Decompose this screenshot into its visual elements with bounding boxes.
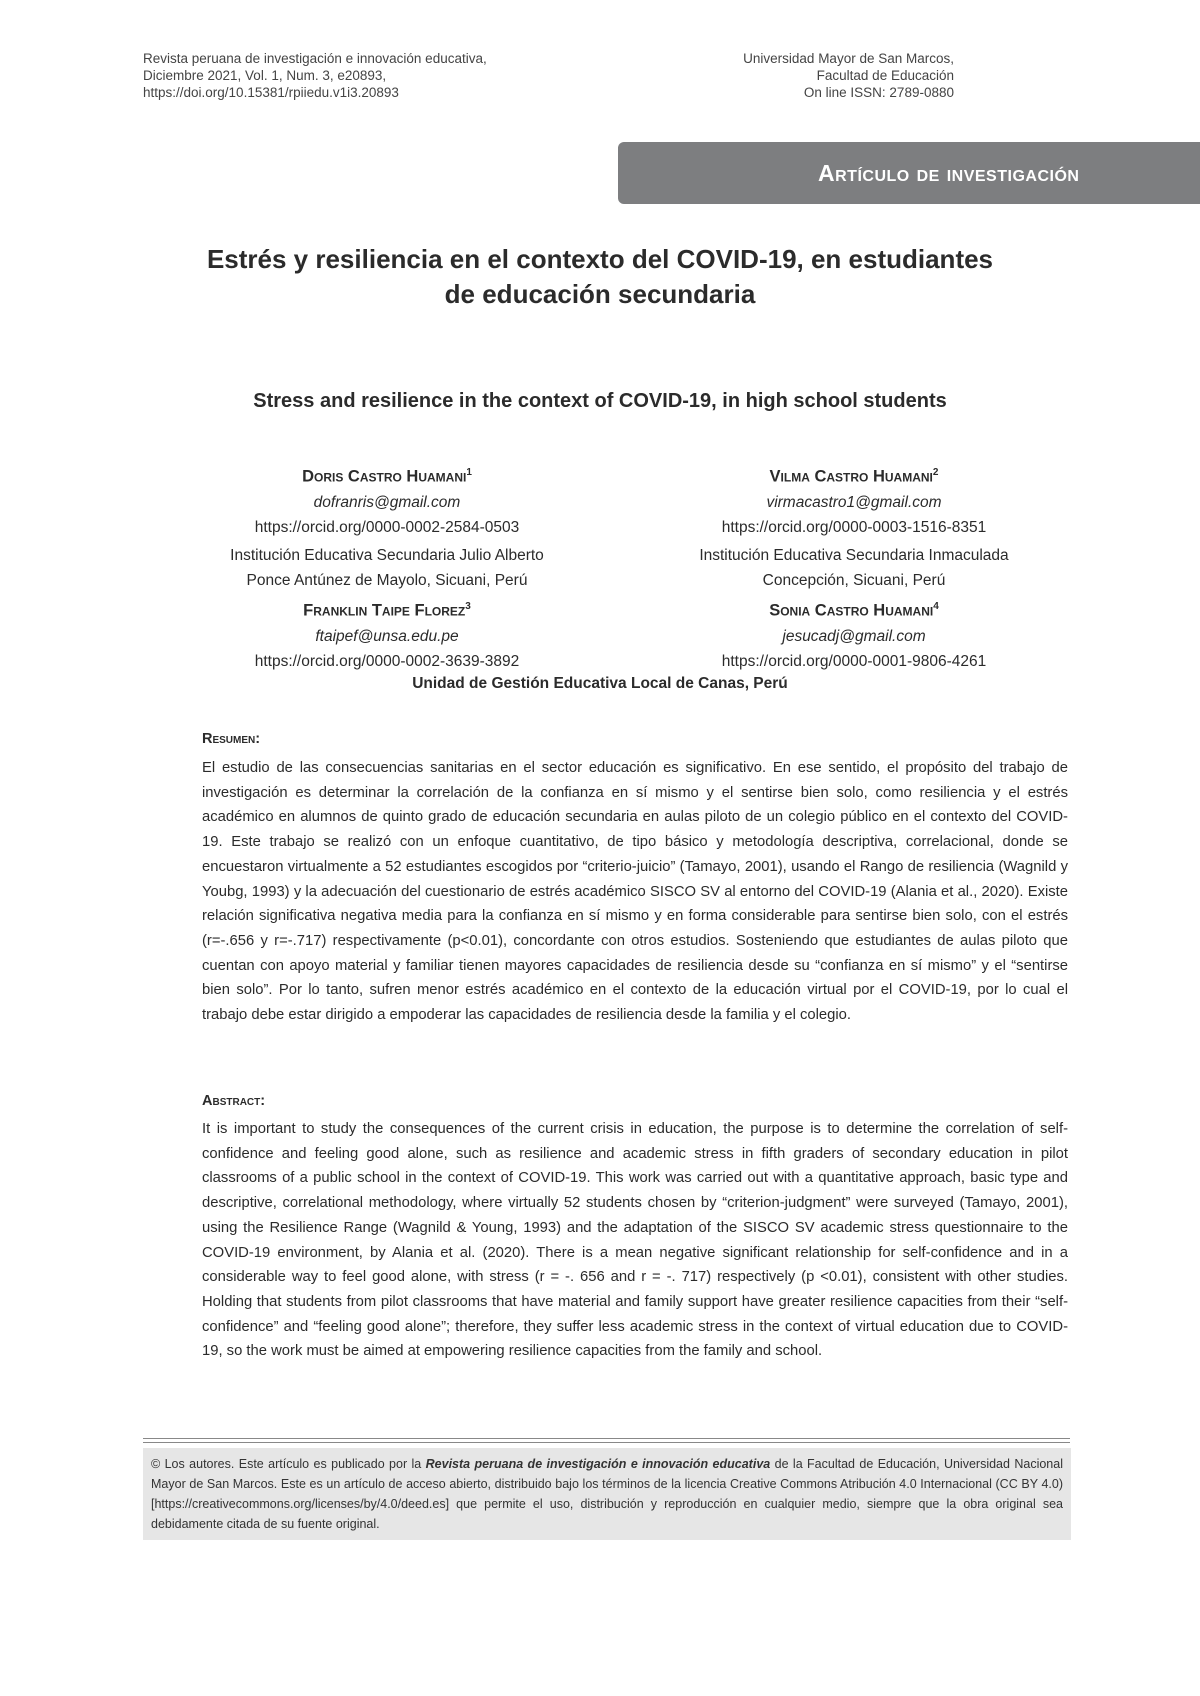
author-institution-line2: Ponce Antúnez de Mayolo, Sicuani, Perú [246, 571, 528, 589]
doi-link[interactable]: https://doi.org/10.15381/rpiiedu.v1i3.20893 [143, 85, 399, 100]
author-block [167, 460, 607, 593]
resumen-body: El estudio de las consecuencias sanitarias en el sector educación es significativo. En ese sentido, el propósito del trabajo de investigación es determinar la correlación de la confianza en sí mismo y el sentirse bien solo, como resiliencia y el estrés académico en alumnos de quinto grado de educación secundaria en aulas piloto de un colegio público en el contexto del COVID-19. Este trabajo se realizó con un enfoque cuantitativo, de tipo básico y metodología descriptiva, correlacional, donde se encuestaron virtualmente a 52 estudiantes escogidos por “criterio-juicio” (Tamayo, 2001), usando el Rango de resiliencia (Wagnild y Youbg, 1993) y la adecuación del cuestionario de estrés académico SISCO SV al entorno del COVID-19 (Alania et al., 2020). Existe relación significativa negativa media para la confianza en sí mismo y en forma considerable para sentirse bien solo, con el estrés (r=-.656 y r=-.717) respectivamente (p<0.01), concordante con otros estudios. Sosteniendo que estudiantes de aulas piloto que cuentan con apoyo material y familiar tienen mayores capacidades de resiliencia desde su “confianza en sí mismo” y el “sentirse bien solo”. Por lo tanto, sufren menor estrés académico en el contexto de la educación virtual por el COVID-19, por lo cual el trabajo debe estar dirigido a empoderar las capacidades de resiliencia desde la familia y el colegio. [202, 760, 1068, 1024]
author-orcid-link[interactable]: https://orcid.org/0000-0003-1516-8351 [721, 518, 987, 536]
author-institution-line1: Institución Educativa Secundaria Julio Alberto [230, 546, 544, 564]
abstract-body: It is important to study the consequences of the current crisis in education, the purpose is to determine the correlation of self-confidence and feeling good alone, such as resilience and academic stress in fifth graders of secondary education in pilot classrooms of a public school in the context of COVID-19. This work was carried out with a quantitative approach, basic type and descriptive, correlational methodology, where virtually 52 students chosen by “criterion-judgment” were surveyed (Tamayo, 2001), using the Resilience Range (Wagnild & Young, 1993) and the adaptation of the SISCO SV academic stress questionnaire to the COVID-19 environment, by Alania et al. (2020). There is a mean negative significant relationship for self-confidence and in a considerable way to feel good alone, with stress (r = -. 656 and r = -. 717) respectively (p <0.01), consistent with other studies. Holding that students from pilot classrooms that have material and family support have greater resilience capacities from their “self-confidence” and “feeling good alone”; therefore, they suffer less academic stress in the context of virtual education due to COVID-19, so the work must be aimed at empowering resilience capacities from the family and school. [202, 1121, 1068, 1360]
author-affiliation-number: 4 [933, 601, 939, 612]
author-email[interactable]: ftaipef@unsa.edu.pe [315, 627, 459, 645]
author-affiliation-number: 2 [932, 467, 939, 478]
article-type-label: Artículo de investigación [818, 160, 1080, 186]
author-institution-line2: Concepción, Sicuani, Perú [762, 571, 946, 589]
author-name: Vilma Castro Huamani$^2$ [769, 467, 939, 486]
faculty-name: Facultad de Educación [816, 68, 954, 83]
author-block [167, 594, 607, 674]
author-email[interactable]: dofranris@gmail.com [313, 493, 461, 511]
publisher-info [743, 50, 954, 101]
author-email[interactable]: jesucadj@gmail.com [782, 627, 926, 645]
author-affiliation-number: 1 [466, 467, 472, 478]
issue-info: Diciembre 2021, Vol. 1, Num. 3, e20893, [143, 68, 387, 83]
author-name: Franklin Taipe Florez$^3$ [303, 601, 471, 620]
journal-citation [143, 50, 487, 101]
article-title-line1: Estrés y resiliencia en el contexto del COVID-19, en estudiantes [206, 244, 994, 274]
author-orcid-link[interactable]: https://orcid.org/0000-0002-3639-3892 [254, 652, 520, 670]
author-orcid-link[interactable]: https://orcid.org/0000-0002-2584-0503 [254, 518, 520, 536]
abstract-heading: Abstract: [202, 1093, 266, 1109]
author-block [634, 594, 1074, 674]
journal-name: Revista peruana de investigación e innovación educativa, [143, 51, 487, 66]
author-institution-line1: Institución Educativa Secundaria Inmaculada [699, 546, 1009, 564]
shared-institution: Unidad de Gestión Educativa Local de Canas, Perú [412, 675, 788, 692]
footer-divider [143, 1442, 1070, 1443]
license-notice: © Los autores. Este artículo es publicado por la Revista peruana de investigación e innovación educativa de la Facultad de Educación, Universidad Nacional Mayor de San Marcos. Este es un artículo de acceso abierto, distribuido bajo los términos de la licencia Creative Commons Atribución 4.0 Internacional (CC BY 4.0) [https://creativecommons.org/licenses/by/4.0/deed.es] que permite el uso, distribución y reproducción en cualquier medio, siempre que la obra original sea debidamente citada de su fuente original. [143, 1448, 1071, 1540]
author-affiliation-number: 3 [465, 601, 471, 612]
author-email[interactable]: virmacastro1@gmail.com [766, 493, 942, 511]
article-type-banner [618, 142, 1200, 204]
article-title-line2: de educación secundaria [444, 279, 756, 309]
article-subtitle-english: Stress and resilience in the context of COVID-19, in high school students [253, 390, 947, 412]
journal-title-italic: Revista peruana de investigación e innovación educativa [425, 1457, 771, 1471]
author-block [634, 460, 1074, 593]
university-name: Universidad Mayor de San Marcos, [743, 51, 954, 66]
author-orcid-link[interactable]: https://orcid.org/0000-0001-9806-4261 [721, 652, 987, 670]
resumen-heading: Resumen: [202, 731, 261, 747]
article-title [143, 242, 1057, 312]
issn: On line ISSN: 2789-0880 [803, 85, 954, 100]
footer-divider [143, 1438, 1070, 1439]
author-name: Sonia Castro Huamani$^4$ [769, 601, 939, 620]
author-name: Doris Castro Huamani$^1$ [302, 467, 472, 486]
